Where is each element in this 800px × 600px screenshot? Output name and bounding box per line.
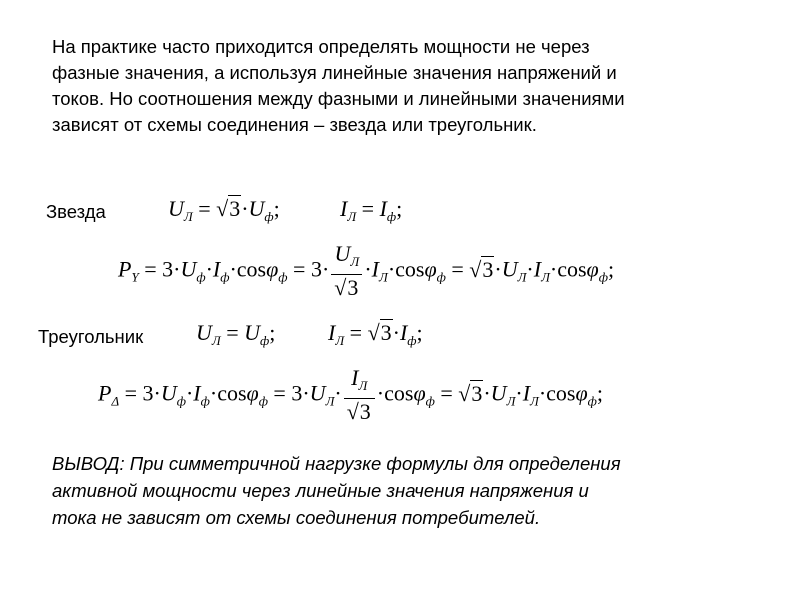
- star-voltage-formula: $U_Л = √3\cdot U_ф$;: [168, 196, 280, 224]
- delta-label: Треугольник: [38, 326, 144, 347]
- intro-line: фазные значения, а используя линейные значения напряжений и: [52, 62, 617, 83]
- intro-line: На практике часто приходится определять мощности не через: [52, 36, 590, 57]
- conclusion-line: активной мощности через линейные значения напряжения и: [52, 480, 589, 501]
- star-current-formula: $I_Л = I_ф$;: [340, 196, 403, 224]
- intro-line: токов. Но соотношения между фазными и линейными значениями: [52, 88, 625, 109]
- star-label: Звезда: [46, 201, 106, 222]
- conclusion-line: ВЫВОД: При симметричной нагрузке формулы для определения: [52, 453, 621, 474]
- star-power-formula: $P_Y = 3\cdot U_ф\cdot I_ф\cdot\cos\varphi_ф = 3\cdot$ $\frac{U_Л}{√3}$ $\cdot I_Л\cdot\cos\varphi_ф = √3\cdot U_Л\cdot I_Л\cdot\cos\varphi_ф$;: [118, 241, 615, 300]
- conclusion-paragraph: [52, 450, 772, 531]
- intro-line: зависят от схемы соединения – звезда или треугольник.: [52, 114, 537, 135]
- conclusion-line: тока не зависят от схемы соединения потребителей.: [52, 507, 541, 528]
- delta-current-formula: $I_Л = √3\cdot I_ф$;: [328, 320, 423, 348]
- intro-paragraph: [52, 34, 772, 138]
- delta-power-formula: $P_\Delta = 3\cdot U_ф\cdot I_ф\cdot\cos\varphi_ф = 3\cdot U_Л\cdot$ $\frac{I_Л}{√3}$ $\cdot\cos\varphi_ф = √3\cdot U_Л\cdot I_Л\cdot\cos\varphi_ф$;: [98, 365, 604, 424]
- delta-voltage-formula: $U_Л = U_ф$;: [196, 320, 276, 348]
